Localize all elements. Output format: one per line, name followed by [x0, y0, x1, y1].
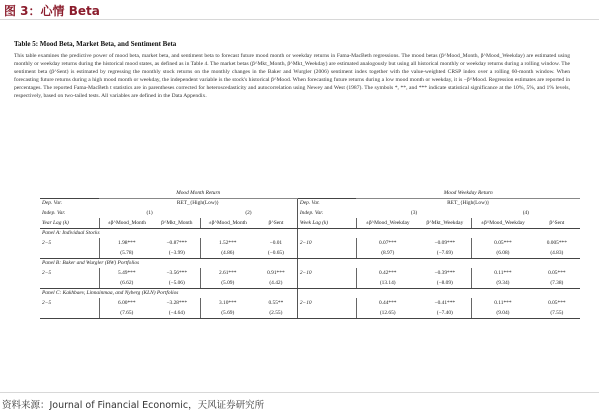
table-cell: 0.44*** — [356, 298, 418, 308]
table-cell: 1.52*** — [200, 238, 255, 248]
table-cell: 0.11*** — [472, 268, 534, 278]
panel-c-tstat-row — [40, 308, 580, 318]
year-lag-label: Year Lag (k) — [40, 218, 99, 228]
col-1-label: (1) — [146, 210, 153, 216]
figure-title: 图 3：心情 Beta — [4, 4, 100, 18]
panel-b-tstat-row — [40, 278, 580, 288]
table-cell: (13.14) — [356, 278, 418, 288]
panel-c-coef-row — [40, 298, 580, 308]
table-cell: 0.91*** — [267, 270, 285, 276]
table-cell: (−0.65) — [255, 248, 297, 258]
dep-var-right: RET_{High(Low)} — [356, 198, 580, 208]
panel-b-title: Panel B: Baker and Wurgler (BW) Portfolios — [42, 260, 140, 267]
dep-var-label-right: Dep. Var. — [297, 198, 356, 208]
col-2-label: (2) — [245, 210, 252, 216]
source-note: 资料来源：Journal of Financial Economic，天风证券研究所 — [2, 400, 265, 411]
table-cell: (−8.09) — [418, 278, 471, 288]
header-right-4: β^Sent — [534, 218, 580, 228]
table-cell: (−3.99) — [154, 248, 200, 258]
footer-divider — [0, 392, 599, 393]
table-cell: −0.39*** — [434, 270, 456, 276]
indep-var-label-right: Indep. Var. — [297, 208, 356, 218]
table-cell: 2.61*** — [200, 268, 255, 278]
panel-a-lag-left: 2−5 — [42, 240, 52, 246]
panel-a-tstat-row — [40, 248, 580, 258]
table-cell: (7.55) — [534, 308, 580, 318]
col-4-label: (4) — [522, 210, 529, 216]
table-cell: −0.41*** — [434, 300, 456, 306]
table-cell: −3.28*** — [166, 300, 188, 306]
table-cell: (12.65) — [356, 308, 418, 318]
table-cell: (4.83) — [534, 248, 580, 258]
header-right-3: ±β^Mood_Weekday — [472, 218, 534, 228]
table-cell: (9.34) — [472, 278, 534, 288]
table-title: Table 5: Mood Beta, Market Beta, and Sentiment Beta — [14, 40, 177, 48]
header-left-2: β^Mkt_Month — [154, 218, 200, 228]
table-cell: (7.65) — [99, 308, 154, 318]
table-cell: 3.10*** — [200, 298, 255, 308]
table-cell: (−5.06) — [154, 278, 200, 288]
header-left-4: β^Sent — [255, 218, 297, 228]
paper-excerpt — [14, 40, 586, 100]
week-lag-label: Week Lag (k) — [297, 218, 356, 228]
group-header-row — [40, 188, 580, 198]
dep-var-label-left: Dep. Var. — [40, 198, 99, 208]
indep-var-label-left: Indep. Var. — [42, 210, 66, 216]
panel-a-title-row — [40, 228, 580, 238]
table-cell: (−7.40) — [418, 308, 471, 318]
table-cell: 0.05*** — [472, 238, 534, 248]
panel-a-title: Panel A: Individual Stocks — [42, 230, 100, 237]
header-left-1: ±β^Mood_Month — [99, 218, 154, 228]
results-table — [40, 188, 580, 319]
table-cell: 6.00*** — [99, 298, 154, 308]
table-cell: 0.11*** — [472, 298, 534, 308]
table-cell: 0.05*** — [548, 300, 566, 306]
right-group-header: Mood Weekday Return — [356, 188, 580, 198]
panel-a-coef-row — [40, 238, 580, 248]
table-cell: 0.42*** — [356, 268, 418, 278]
table-cell: 1.98*** — [99, 238, 154, 248]
table-cell: (4.42) — [255, 278, 297, 288]
panel-b-lag-left: 2−5 — [42, 270, 52, 276]
panel-c-title-row — [40, 288, 580, 298]
header-right-2: β^Mkt_Weekday — [418, 218, 471, 228]
table-cell: (5.78) — [99, 248, 154, 258]
table-cell: 5.49*** — [99, 268, 154, 278]
table-cell: −0.09*** — [434, 240, 456, 246]
table-cell: −0.01 — [269, 240, 283, 246]
header-right-1: ±β^Mood_Weekday — [356, 218, 418, 228]
table-cell: 0.55** — [268, 300, 284, 306]
indep-var-row — [40, 208, 580, 218]
table-cell: (8.97) — [356, 248, 418, 258]
table-cell: (7.38) — [534, 278, 580, 288]
beta-header-row — [40, 218, 580, 228]
dep-var-left: RET_{High(Low)} — [99, 198, 297, 208]
panel-b-title-row — [40, 258, 580, 268]
col-3-label: (3) — [410, 210, 418, 216]
table-cell: (−4.64) — [154, 308, 200, 318]
table-cell: (9.04) — [472, 308, 534, 318]
panel-b-coef-row — [40, 268, 580, 278]
panel-c-title: Panel C: Kakhbaev, Linnainmaa, and Nyberg (KLN) Portfolios — [42, 290, 179, 297]
panel-b-lag-right: 2−10 — [297, 268, 356, 278]
table-cell: −3.56*** — [166, 270, 188, 276]
panel-c-lag-left: 2−5 — [42, 300, 52, 306]
table-cell: (5.69) — [200, 308, 255, 318]
left-group-header: Mood Month Return — [99, 188, 297, 198]
header-left-3: ±β^Mood_Month — [200, 218, 255, 228]
table-cell: 0.07*** — [356, 238, 418, 248]
table-cell: (4.86) — [200, 248, 255, 258]
table-cell: 0.005*** — [546, 240, 567, 246]
panel-c-lag-right: 2−10 — [297, 298, 356, 308]
figure-header — [0, 0, 599, 20]
table-cell: 0.05*** — [548, 270, 566, 276]
table-cell: (−7.69) — [418, 248, 471, 258]
dep-var-row — [40, 198, 580, 208]
table-cell: (5.09) — [200, 278, 255, 288]
table-cell: (2.55) — [255, 308, 297, 318]
table-cell: −0.87*** — [166, 240, 188, 246]
table-cell: (6.62) — [99, 278, 154, 288]
table-cell: (6.08) — [472, 248, 534, 258]
panel-a-lag-right: 2−10 — [297, 238, 356, 248]
table-caption: This table examines the predictive power of mood beta, market beta, and sentiment beta to forecast future mood month or weekday returns in Fama-MacBeth regressions. The mood betas (β^Mood_Month, β^Mood_Weekday) are estimated using monthly or weekday returns during the historical mood states, as defined as in Table 4. The market betas (β^Mkt_Month, β^Mkt_Weekday) are estimated analogously but using all historical monthly or weekday returns during a rolling window. The sentiment beta (β^Sent) is estimated by regressing the monthly stock returns on the monthly changes in the Baker and Wurgler (2006) sentiment index together with the value-weighted CRSP index over a rolling 60-month window. When forecasting future returns during a high mood month or weekday, the independent variable is the stock's historical β^Mood. When forecasting future returns during a low mood month or weekday, it is −β^Mood. Regression estimates are reported in percentages. The reported Fama-MacBeth t statistics are in parentheses corrected for heteroscedasticity and autocorrelation using Newey and West (1987). The symbols *, **, and *** indicate statistical significance at the 10%, 5%, and 1% levels, respectively, based on two-tailed tests. All variables are defined in the Data Appendix. — [14, 53, 570, 99]
